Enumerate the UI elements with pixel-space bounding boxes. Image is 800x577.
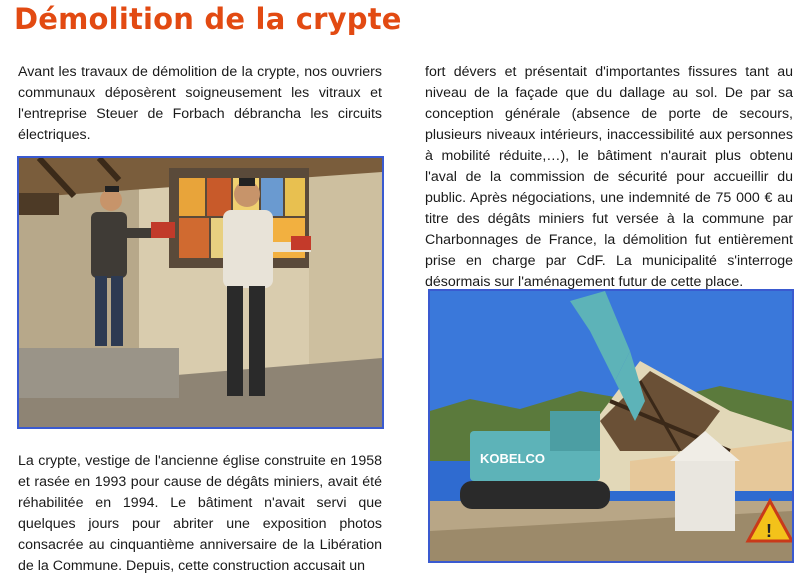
article-title: Démolition de la crypte (14, 2, 402, 36)
history-paragraph: La crypte, vestige de l'ancienne église construite en 1958 et rasée en 1993 pour cause de dégâts miniers, avait été réhabilitée en 1994. Le bâtiment n'avait servi que quelques jours pour abriter une exposition photos consacrée au cinquantième anniversaire de la Libération de la Commune. Depuis, cette construction accusait un (18, 453, 382, 574)
svg-text:!: ! (766, 521, 772, 541)
excavator-brand-label: KOBELCO (480, 451, 545, 466)
photo-workers-removing-windows (17, 156, 384, 429)
continuation-paragraph: fort dévers et présentait d'importantes fissures tant au niveau de la façade que du dallage au sol. De par sa conception générale (absence de porte de secours, plusieurs niveaux intérieurs, inaccessibilité aux personnes à mobilité réduite,…), le bâtiment n'aurait plus obtenu l'aval de la commission de sécurité pour accueillir du public. Après négociations, une indemnité de 75 000 € au titre des dégâts miniers fut versée à la commune par Charbonnages de France, la démolition fut entièrement prise en charge par CdF. La municipalité s'interroge désormais sur l'aménagement futur de cette place. (425, 64, 793, 290)
intro-paragraph: Avant les travaux de démolition de la crypte, nos ouvriers communaux déposèrent soigneusement les vitraux et l'entreprise Steuer de Forbach débrancha les circuits électriques. (18, 64, 382, 143)
photo-excavator-demolition (428, 289, 794, 563)
